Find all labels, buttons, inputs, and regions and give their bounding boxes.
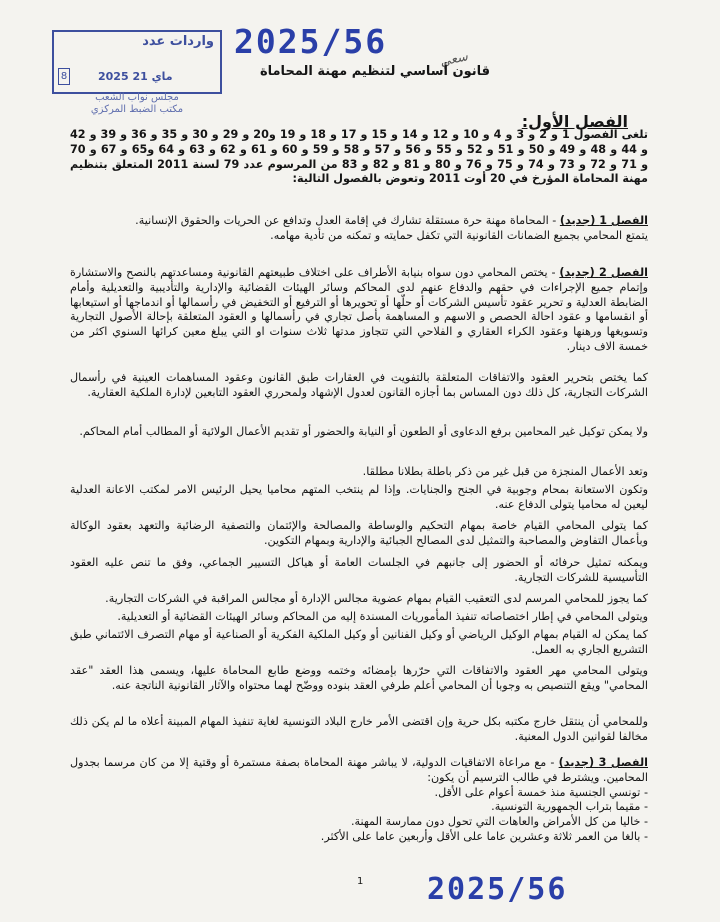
stamp-footer-line1: مجلس نواب الشعب bbox=[95, 92, 179, 103]
stamp-title: واردات عدد bbox=[142, 34, 214, 49]
article-3-item-2: - مقيما بتراب الجمهورية التونسية. bbox=[491, 800, 648, 814]
article-2-para-11: ويتولى المحامي مهر العقود والاتفاقات التي حرّرها بإمضائه وختمه ووضع طابع المحاماة عليها، ويسمى هذا العقد "عقد المحامي" ويقع التنصيص به وجوبا أن المحامي أعلم طرفي العقد بنوده ووضّح لهما محتواه والآثار القانونية الناتجة عنه. bbox=[70, 664, 648, 692]
article-3-heading: الفصل 3 (جديد) bbox=[558, 756, 648, 769]
article-2-heading: الفصل 2 (جديد) bbox=[559, 266, 648, 279]
law-title: قانون أساسي لتنظيم مهنة المحاماة bbox=[259, 64, 491, 79]
article-1-para-1: الفصل 1 (جديد) - المحاماة مهنة حرة مستقلة تشارك في إقامة العدل وتدافع عن الحريات والحقوق الإنسانية. bbox=[135, 214, 648, 227]
article-2-para-12: وللمحامي أن ينتقل خارج مكتبه بكل حرية وإن اقتضى الأمر خارج البلاد التونسية لغاية تنفيذ المهام المبينة أعلاه ما لم يكن ذلك مخالفا لقوانين الدول المعنية. bbox=[70, 715, 648, 743]
article-3-item-4: - بالغا من العمر ثلاثة وعشرين عاما على الأقل وأربعين عاما على الأكثر. bbox=[320, 829, 648, 843]
handwritten-signature: سعي bbox=[438, 49, 470, 70]
reception-stamp bbox=[52, 30, 222, 94]
article-1-heading: الفصل 1 (جديد) bbox=[559, 214, 648, 227]
article-2 bbox=[70, 266, 648, 355]
reference-number-top: 2025/56 bbox=[234, 22, 388, 61]
article-3-para-1: الفصل 3 (جديد) - مع مراعاة الاتفاقيات الدولية، لا يباشر مهنة المحاماة بصفة مستمرة أو وقتية إلا من كان مرسما بجدول المحامين. ويشترط في طالب الترسيم أن يكون: bbox=[70, 756, 648, 784]
article-2-para-5: وتكون الاستعانة بمحام وجوبية في الجنح والجنايات. وإذا لم ينتخب المتهم محاميا يحيل الرئيس الامر لمكتب الاعانة العدلية ليعين له محاميا يتولى الدفاع عنه. bbox=[70, 483, 648, 511]
reference-number-bottom: 2025/56 bbox=[427, 872, 568, 907]
article-3-item-1: - تونسي الجنسية منذ خمسة أعوام على الأقل. bbox=[434, 785, 648, 799]
chapter-intro: تلغى الفصول 1 و 2 و 3 و 4 و 10 و 12 و 14 و 15 و 17 و 18 و 19 و20 و 29 و 30 و 35 و 36 و 39 و 42 و 44 و 48 و 49 و 50 و 51 و 52 و 55 و 56 و 57 و 58 و 59 و 60 و 61 و 62 و 63 و 64 و65 و 67 و 70 و 71 و 72 و 73 و 74 و 75 و 76 و 80 و 81 و 82 و 83 من المرسوم عدد 79 لسنة 2011 المتعلق بتنظيم مهنة المحاماة المؤرخ في 20 أوت 2011 وتعوض بالفصول التالية: bbox=[70, 128, 649, 186]
article-1 bbox=[70, 214, 648, 244]
article-2-para-2: كما يختص بتحرير العقود والاتفاقات المتعلقة بالتفويت في العقارات طبق القانون وعقود المساهمات العينية في رأسمال الشركات التجارية، كل ذلك دون المساس بما أجازه القانون لعدول الإشهاد ولمحرري العقود التابعين لإدارة الملكية العقارية. bbox=[70, 371, 648, 399]
article-2-para-9: ويتولى المحامي في إطار اختصاصاته تنفيذ المأموريات المسندة إليه من المحاكم وسائر الهيئات القضائية أو التعديلية. bbox=[117, 610, 648, 623]
article-2-para-8: كما يجوز للمحامي المرسم لدى التعقيب القيام بمهام عضوية مجالس الإدارة أو مجالس المراقبة في الشركات التجارية. bbox=[105, 592, 648, 605]
article-2-para-4: وتعد الأعمال المنجزة من قبل غير من ذكر باطلة بطلانا مطلقا. bbox=[362, 465, 648, 478]
article-2-para-6: كما يتولى المحامي القيام خاصة بمهام التحكيم والوساطة والمصالحة والإئتمان والتصفية الرضائية والتعهد بعقود الوكالة وبأعمال التفاوض والمصاحبة والتمثيل لدى المصالح الجبائية والإدارية وبمهام التكوين. bbox=[70, 519, 648, 547]
article-2-para-3: ولا يمكن توكيل غير المحامين برفع الدعاوى أو الطعون أو النيابة والحضور أو تقديم الأعمال الولائية أو المطالب أمام المحاكم. bbox=[79, 425, 648, 438]
stamp-digit: 8 bbox=[58, 68, 70, 85]
page-number: 1 bbox=[357, 876, 364, 887]
chapter-heading: الفصل الأول: bbox=[521, 112, 628, 131]
article-2-para-7: ويمكنه تمثيل حرفائه أو الحضور إلى جانبهم في الجلسات العامة أو هياكل التسيير الجماعي، وفق ما تنص عليه العقود التأسيسية للشركات التجارية. bbox=[70, 556, 648, 584]
article-3 bbox=[70, 756, 648, 845]
article-2-para-1: الفصل 2 (جديد) - يختص المحامي دون سواه بنيابة الأطراف على اختلاف طبيعتهم القانونية ومساعدتهم بالنصح والاستشارة وإتمام جميع الإجراءات في حقهم والدفاع عنهم لدى المحاكم وسائر الهيئات القضائية والإدارية والتأديبية والتعديلية وأمام الضابطة العدلية و تحرير عقود تأسيس الشركات أو حلّها أو تحويرها أو الترفيع أو التخفيض في رأسمالها أو اندماجها أو استيعابها أو انقسامها و عقود احالة الحصص و الاسهم و المساهمة بأصل تجاري في رأسمالها و العقود المتعلقة بإحالة الأصول التجارية وتسويغها ورهنها وعقود الكراء العقاري و الفلاحي التي تتجاوز مدتها ثلاث سنوات او التي يبلغ معين كرائها السنوي اكثر من خمسة الاف دينار. bbox=[70, 266, 648, 353]
stamp-footer-line2: مكتب الضبط المركزي bbox=[90, 104, 184, 115]
stamp-footer bbox=[52, 92, 222, 116]
article-1-para-2: يتمتع المحامي بجميع الضمانات القانونية التي تكفل حمايته و تمكنه من تأدية مهامه. bbox=[270, 228, 648, 242]
article-3-item-3: - خاليا من كل الأمراض والعاهات التي تحول دون ممارسة المهنة. bbox=[350, 815, 648, 829]
article-2-para-10: كما يمكن له القيام بمهام الوكيل الرياضي أو وكيل الفنانين أو وكيل الملكية الفكرية أو الصناعية أو مهام التصرف الائتماني طبق التشريع الجاري به العمل. bbox=[70, 628, 648, 656]
stamp-date: 2025 ماي 21 bbox=[98, 70, 173, 83]
